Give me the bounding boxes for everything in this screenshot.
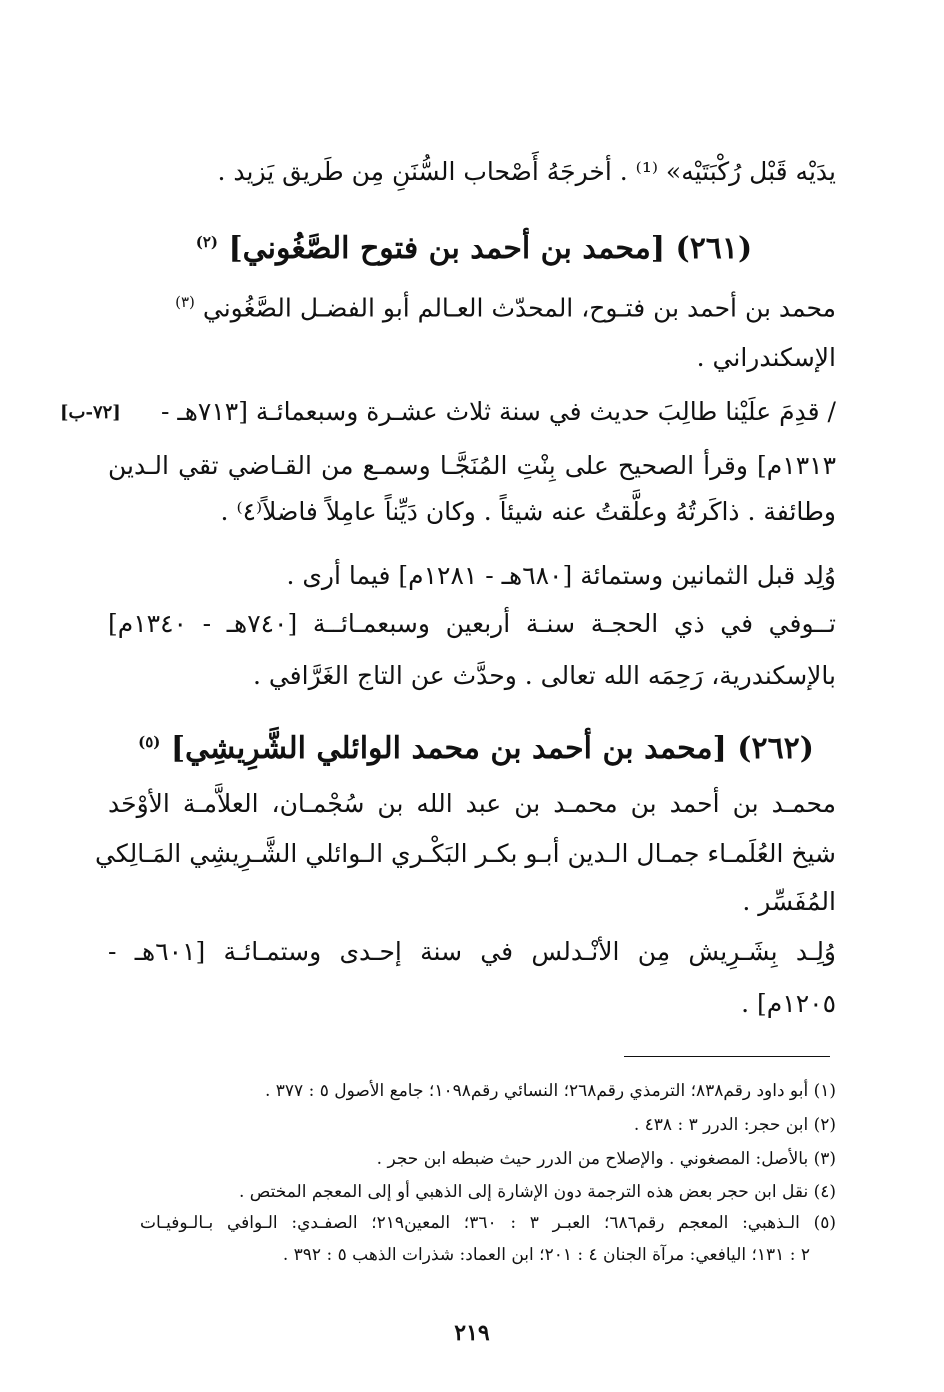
text-line: تــوفي في ذي الحجـة سنـة أربعين وسبعمـائــة [٧٤٠هـ - ١٣٤٠م] xyxy=(108,609,836,638)
text-line: وُلِـد بِشَـرِيش مِن الأنْـدلس في سنة إحـدى وستمـائـة [٦٠١هـ - xyxy=(108,937,837,966)
text-line: الإسكندراني . xyxy=(696,343,836,372)
text-line: ١٣١٣م] وقرأ الصحيح على بِنْتِ المُنَجَّـا وسمـع من القـاضي تقي الـدين xyxy=(108,451,836,480)
text-line: بالإسكندرية، رَحِمَه الله تعالى . وحدَّث عن التاج الغَرَّافي . xyxy=(252,661,836,690)
entry-title: (٢٦١) [محمد بن أحمد بن فتوح الصَّغُوني] xyxy=(228,231,753,266)
footnote: (٥) الـذهبي: المعجم رقم٦٨٦؛ العبـر ٣ : ٣٦٠؛ المعين٢١٩؛ الصفـدي: الـوافي بـالـوفيـات xyxy=(140,1213,836,1233)
footnote: (٤) نقل ابن حجر بعض هذه الترجمة دون الإشارة إلى الذهبي أو إلى المعجم المختص . xyxy=(238,1182,836,1202)
footnote: (١) أبو داود رقم٨٣٨؛ الترمذي رقم٢٦٨؛ النسائي رقم١٠٩٨؛ جامع الأصول ٥ : ٣٧٧ . xyxy=(264,1081,836,1101)
footnote-separator xyxy=(624,1056,830,1057)
text-line: وطائفة . ذاكَرتُهُ وعلَّقتُ عنه شيئاً . وكان دَيِّناً عامِلاً فاضلاً⁽٤⁾ . xyxy=(220,497,836,526)
entry-heading-262 xyxy=(138,720,814,771)
footnote-marker: (٢) xyxy=(195,233,219,251)
footnote-marker: (٥) xyxy=(138,733,161,751)
text-line: محمـد بن أحمد بن محمـد بن عبد الله بن سُجْمـان، العلاَّمـة الأوْحَد xyxy=(108,789,836,818)
text-line: وُلِد قبل الثمانين وستمائة [٦٨٠هـ - ١٢٨١م] فيما أرى . xyxy=(286,561,836,590)
text-line: يدَيْه قَبْل رُكْبَتَيْه» ⁽¹⁾ . أخرجَهُ أَصْحاب السُّنَنِ مِن طَريق يَزيد . xyxy=(217,157,836,186)
text-line: ١٢٠٥م] . xyxy=(741,989,836,1018)
text-run: محمد بن أحمد بن فتـوح، المحدّث العـالم أبو الفضـل الصَّغُوني xyxy=(202,293,836,323)
margin-reference: [٧٢-ب] xyxy=(60,402,121,423)
entry-title: (٢٦٢) [محمد بن أحمد بن محمد الوائلي الشَّرِيشِي] xyxy=(170,731,814,766)
footnote: (٢) ابن حجر: الدرر ٣ : ٤٣٨ . xyxy=(633,1115,836,1135)
text-line xyxy=(108,282,836,328)
footnote-continuation: ٢ : ١٣١؛ اليافعي: مرآة الجنان ٤ : ٢٠١؛ ابن العماد: شذرات الذهب ٥ : ٣٩٢ . xyxy=(282,1245,810,1265)
footnote: (٣) بالأصل: المصغوني . والإصلاح من الدرر حيث ضبطه ابن حجر . xyxy=(376,1149,836,1169)
text-line: شيخ العُلَمـاء جمـال الـدين أبـو بكـر البَكْـري الـوائلي الشَّـرِيشِي المَـالِكي xyxy=(95,839,836,868)
text-line: / قدِمَ علَيْنا طالِبَ حديث في سنة ثلاث عشـرة وسبعمائـة [٧١٣هـ - xyxy=(161,397,836,426)
page-number: ٢١٩ xyxy=(454,1320,490,1346)
footnote-marker: (٣) xyxy=(175,293,195,311)
entry-heading-261 xyxy=(164,220,784,271)
text-line: المُفَسِّر . xyxy=(742,887,836,916)
